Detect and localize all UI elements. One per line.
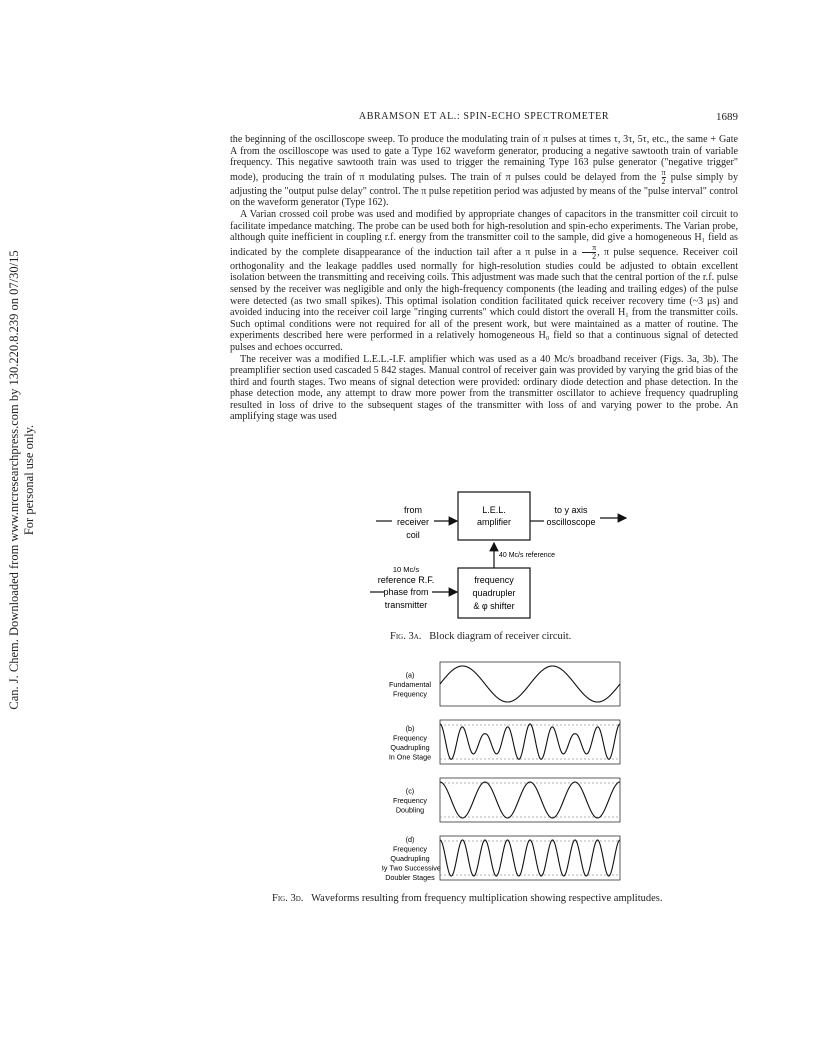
quadrupler-label-3: & φ shifter <box>473 601 515 611</box>
waveform-panel <box>389 720 620 764</box>
panel-label: Quadrupling <box>390 742 430 752</box>
waveform-frame <box>440 720 620 764</box>
output-label-1: to y axis <box>554 505 588 515</box>
fraction-denominator-2: 2 <box>592 251 597 261</box>
amplifier-box <box>458 492 530 540</box>
panel-tag: (c) <box>405 786 415 796</box>
amplifier-label-1: L.E.L. <box>482 505 506 515</box>
waveform-panel <box>389 662 620 706</box>
input-label-coil: coil <box>406 530 420 540</box>
paragraph-2 <box>230 209 738 354</box>
panel-label: Frequency <box>393 844 427 854</box>
watermark-line-2: For personal use only. <box>22 424 36 536</box>
panel-label: Doubler Stages <box>385 873 435 882</box>
panel-tag: (d) <box>405 835 415 844</box>
panel-label: Quadrupling <box>390 854 430 863</box>
panel-tag: (b) <box>405 723 415 733</box>
body-text <box>230 134 738 423</box>
paragraph-1-part-b: pulse simply by adjusting the "output pulse delay" control. The π pulse repetition period was adjusted by means of the "pulse interval" control on the waveform generator (Type 162). <box>230 171 738 209</box>
running-header <box>230 111 738 127</box>
reference-label: 40 Mc/s reference <box>499 552 556 559</box>
panel-label: By Two Successive <box>382 863 441 873</box>
pi-over-two-fraction <box>662 169 666 186</box>
waveform-frame <box>440 836 620 880</box>
panel-label: Doubling <box>395 805 425 815</box>
watermark-line-1: Can. J. Chem. Downloaded from www.nrcresearchpress.com by 130.220.8.239 on 07/30/15 <box>7 250 21 710</box>
ref-input-label-2: reference R.F. <box>377 575 435 585</box>
waveforms-svg <box>382 660 642 890</box>
figure-3a-caption-label: Fig. 3a. <box>390 631 422 642</box>
panel-label: Frequency <box>393 689 427 699</box>
quadrupler-label-1: frequency <box>474 575 514 585</box>
panel-label: Frequency <box>393 796 427 805</box>
ref-input-label-3: phase from <box>383 587 429 597</box>
paragraph-1-part-a: the beginning of the oscilloscope sweep. To produce the modulating train of π pulses at times τ, 3τ, 5τ, etc., the same + Gate A from the oscilloscope was used to gate a Type 162 waveform generator, producing a negative sawtooth train of variable frequency. This negative sawtooth train was used to trigger the remaining Type 163 pulse generator ("negative trigger" mode), producing the train of π modulating pulses. The train of π pulses could be delayed from the <box>230 134 738 183</box>
quadrupler-label-2: quadrupler <box>472 588 516 598</box>
ref-input-label-1: 10 Mc/s <box>392 565 420 574</box>
figure-3d-waveforms <box>382 660 642 890</box>
block-diagram-svg <box>370 488 630 628</box>
pi-over-two-fraction-2 <box>582 244 596 261</box>
output-label-2: oscilloscope <box>546 517 596 527</box>
fraction-numerator-2: π <box>582 244 596 253</box>
waveform-curve <box>440 724 620 759</box>
waveform-panel <box>393 778 620 822</box>
figure-3a-block-diagram <box>370 488 630 628</box>
panel-label: Fundamental <box>389 680 431 689</box>
waveform-curve <box>440 666 620 702</box>
waveform-panel <box>382 835 620 882</box>
waveform-curve <box>440 840 620 876</box>
panel-label: In One Stage <box>388 752 432 762</box>
figure-3d-caption-text: Waveforms resulting from frequency multiplication showing respective amplitudes. <box>311 893 663 904</box>
input-label-from: from <box>404 505 422 515</box>
paragraph-3: The receiver was a modified L.E.L.-I.F. amplifier which was used as a 40 Mc/s broadband receiver (Figs. 3a, 3b). The preamplifier section used cascaded 5 842 stages. Manual control of receiver gain was provided by varying the grid bias of the third and fourth stages. Two means of signal detection were provided: ordinary diode detection and phase detection. In the phase detection mode, any attempt to draw more power from the transmitter oscillator to achieve frequency quadrupling resulted in loss of drive to the subsequent stages of the transmitter with loss of and varying power to the probe. An amplifying stage was used <box>230 353 738 423</box>
ref-input-label-4: transmitter <box>384 600 428 610</box>
panel-tag: (a) <box>405 670 415 680</box>
figure-3a-caption <box>390 631 571 642</box>
running-title: ABRAMSON ET AL.: SPIN-ECHO SPECTROMETER <box>358 111 610 122</box>
paragraph-2-part-a: A Varian crossed coil probe was used and modified by appropriate changes of capacitors in the transmitter coil circuit to facilitate impedance matching. The probe can be used both for high-resolution and spin-echo experiments. The Varian probe, although quite inefficient in coupling r.f. energy from the transmitter coil to the sample, did give a homogeneous H₁ field as indicated by the complete disappearance of the induction tail after a π pulse in a <box>230 208 738 258</box>
paragraph-1 <box>230 134 738 209</box>
download-watermark <box>2 200 42 760</box>
watermark-text <box>7 250 37 709</box>
figure-3a-caption-text: Block diagram of receiver circuit. <box>429 631 572 642</box>
waveform-curve <box>440 782 620 818</box>
panel-label: Frequency <box>393 733 427 743</box>
figure-3d-caption <box>272 893 663 904</box>
paragraph-2-part-b: , π pulse sequence. Receiver coil orthogonality and the leakage paddles used normally for high-resolution studies could be adjusted to obtain excellent isolation between the transmitting and receiving coils. This adjustment was made such that the central portion of the r.f. pulse sensed by the receiver was negligible and only the high-frequency components (the leading and trailing edges) of the pulse were detected (as two small spikes). This optimal isolation condition facilitated quick receiver recovery time (~3 μs) and avoided inducing into the receiver coil large "ringing currents" which could distort the overall H₁ from the transmitter coils. Such optimal conditions were not required for all of the present work, but were maintained as a matter of routine. The experiments described here were performed in a relatively homogeneous H₀ field so that a continuous signal of detected pulses and echoes occurred. <box>230 246 738 353</box>
input-label-receiver: receiver <box>396 517 430 527</box>
page-number: 1689 <box>716 111 738 123</box>
fraction-numerator: π <box>661 167 666 177</box>
figure-3d-caption-label: Fig. 3d. <box>272 893 304 904</box>
amplifier-label-2: amplifier <box>476 517 512 527</box>
fraction-denominator: 2 <box>661 176 666 186</box>
